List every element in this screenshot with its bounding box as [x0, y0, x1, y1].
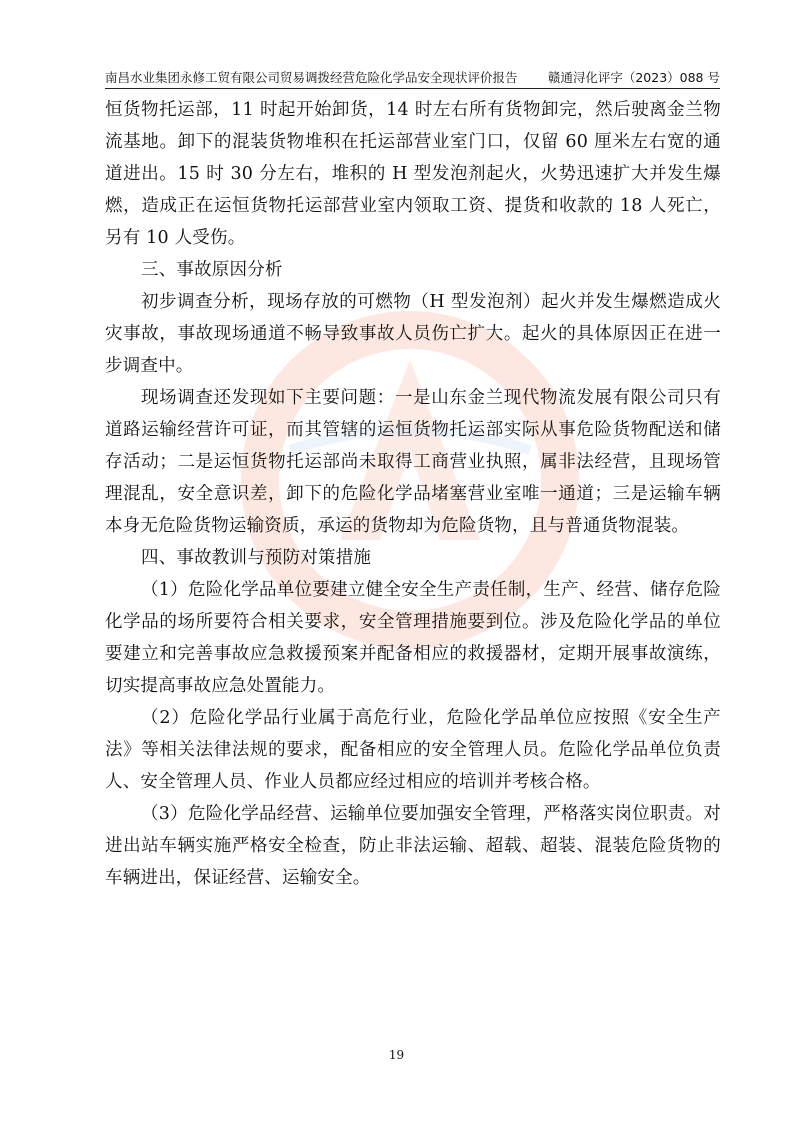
- document-body: [105, 94, 721, 894]
- paragraph-measure-3: （3）危险化学品经营、运输单位要加强安全管理，严格落实岗位职责。对进出站车辆实施严格安全检查，防止非法运输、超载、超装、混装危险货物的车辆进出，保证经营、运输安全。: [105, 804, 721, 888]
- header-divider: [105, 88, 720, 89]
- paragraph-measure-1: （1）危险化学品单位要建立健全安全生产责任制，生产、经营、储存危险化学品的场所要符合相关要求，安全管理措施要到位。涉及危险化学品的单位要建立和完善事故应急救援预案并配备相应的救援器材，定期开展事故演练，切实提高事故应急处置能力。: [105, 580, 721, 696]
- page-number: 19: [388, 1048, 405, 1062]
- header-report-title: 南昌水业集团永修工贸有限公司贸易调拨经营危险化学品安全现状评价报告: [105, 70, 518, 85]
- page-header: [105, 66, 720, 86]
- paragraph-preliminary-investigation: 初步调查分析，现场存放的可燃物（H 型发泡剂）起火并发生爆燃造成火灾事故，事故现场通道不畅导致事故人员伤亡扩大。起火的具体原因正在进一步调查中。: [105, 292, 721, 376]
- paragraph-accident-description: 恒货物托运部，11 时起开始卸货，14 时左右所有货物卸完，然后驶离金兰物流基地。卸下的混装货物堆积在托运部营业室门口，仅留 60 厘米左右宽的通道进出。15 时 30 分左右，堆积的 H 型发泡剂起火，火势迅速扩大并发生爆燃，造成正在运恒货物托运部营业室内领取工资、提货和收款的 18 人死亡，另有 10 人受伤。: [105, 100, 721, 248]
- paragraph-site-findings: 现场调查还发现如下主要问题：一是山东金兰现代物流发展有限公司只有道路运输经营许可证，而其管辖的运恒货物托运部实际从事危险货物配送和储存活动；二是运恒货物托运部尚未取得工商营业执照，属非法经营，且现场管理混乱，安全意识差，卸下的危险化学品堵塞营业室唯一通道；三是运输车辆本身无危险货物运输资质，承运的货物却为危险货物，且与普通货物混装。: [105, 388, 721, 536]
- section-heading-lessons: 四、事故教训与预防对策措施: [141, 548, 372, 568]
- section-heading-cause-analysis: 三、事故原因分析: [141, 260, 283, 280]
- paragraph-measure-2: （2）危险化学品行业属于高危行业，危险化学品单位应按照《安全生产法》等相关法律法规的要求，配备相应的安全管理人员。危险化学品单位负责人、安全管理人员、作业人员都应经过相应的培训并考核合格。: [105, 708, 721, 792]
- header-report-number: 赣通浔化评字（2023）088 号: [547, 70, 720, 85]
